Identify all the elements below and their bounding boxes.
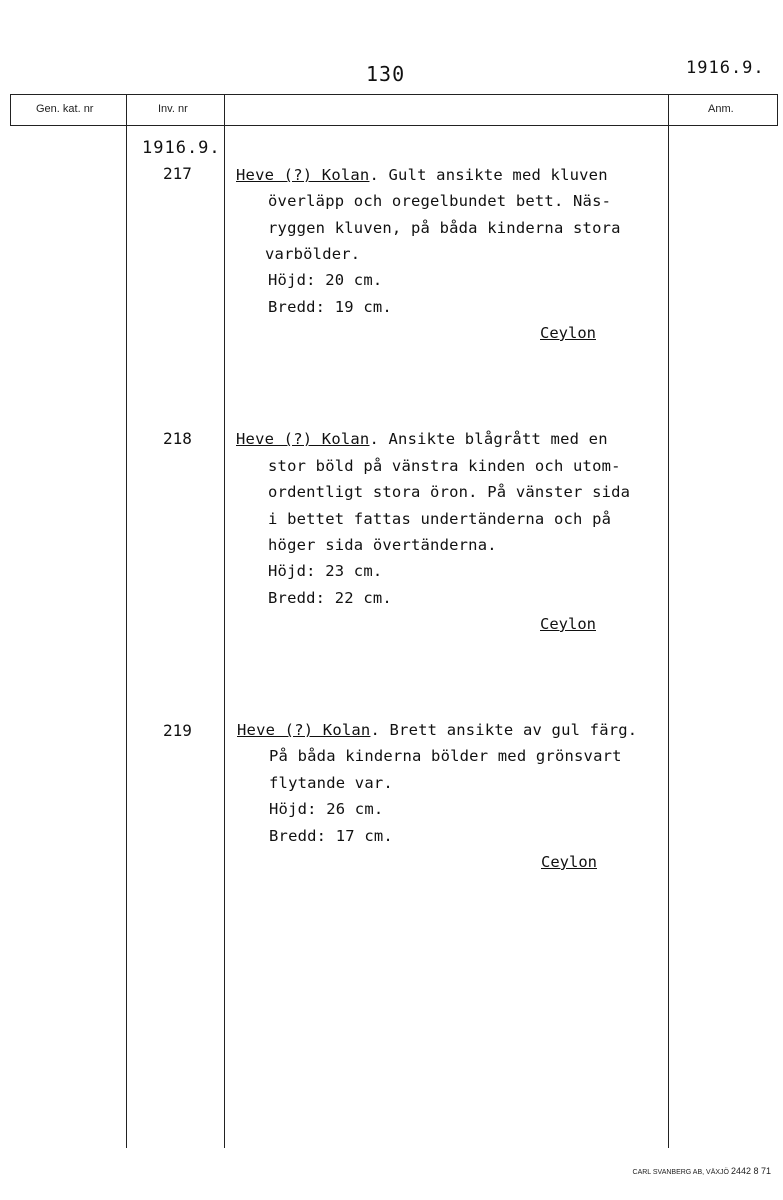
table-left-edge: [10, 94, 11, 126]
entry-first-line: [237, 721, 637, 739]
description-line: höger sida övertänderna.: [268, 536, 497, 554]
page-reference: 1916.9.: [686, 58, 765, 78]
inventory-number: 217: [163, 164, 192, 183]
description-text: . Ansikte blågrått med en: [369, 430, 608, 448]
description-line: i bettet fattas undertänderna och på: [268, 510, 612, 528]
inventory-number: 219: [163, 721, 192, 740]
entry-first-line: [236, 430, 608, 448]
printer-mark: [633, 1166, 771, 1176]
height-line: Höjd: 23 cm.: [268, 562, 383, 580]
height-line: Höjd: 26 cm.: [269, 800, 384, 818]
description-line: flytande var.: [269, 774, 393, 792]
place-of-origin: Ceylon: [540, 324, 596, 342]
description-line: varbölder.: [265, 245, 361, 263]
inventory-number: 218: [163, 429, 192, 448]
table-right-edge: [777, 94, 778, 126]
place-of-origin: Ceylon: [540, 615, 596, 633]
page-number: 130: [366, 62, 406, 86]
column-header-gen-kat-nr: Gen. kat. nr: [36, 103, 94, 115]
description-line: stor böld på vänstra kinden och utom-: [268, 457, 621, 475]
description-line: ordentligt stora öron. På vänster sida: [268, 483, 631, 501]
object-name: Heve (?) Kolan: [236, 430, 370, 448]
description-text: . Brett ansikte av gul färg.: [370, 721, 638, 739]
description-line: På båda kinderna bölder med grönsvart: [269, 747, 622, 765]
description-line: ryggen kluven, på båda kinderna stora: [268, 219, 621, 237]
object-name: Heve (?) Kolan: [236, 166, 370, 184]
entry-first-line: [236, 166, 608, 184]
column-divider-desc-anm: [668, 94, 669, 1148]
series-number: 1916.9.: [142, 138, 221, 158]
column-header-anm: Anm.: [708, 103, 734, 115]
printer-name: CARL SVANBERG AB, VÄXJÖ: [632, 1169, 729, 1176]
column-header-inv-nr: Inv. nr: [158, 103, 188, 115]
description-line: överläpp och oregelbundet bett. Näs-: [268, 192, 612, 210]
height-line: Höjd: 20 cm.: [268, 271, 383, 289]
width-line: Bredd: 19 cm.: [268, 298, 392, 316]
object-name: Heve (?) Kolan: [237, 721, 371, 739]
place-of-origin: Ceylon: [541, 853, 597, 871]
form-code: 2442 8 71: [730, 1166, 771, 1176]
column-divider-inv-desc: [224, 94, 225, 1148]
column-divider-gen-inv: [126, 94, 127, 1148]
width-line: Bredd: 22 cm.: [268, 589, 392, 607]
width-line: Bredd: 17 cm.: [269, 827, 393, 845]
description-text: . Gult ansikte med kluven: [369, 166, 608, 184]
